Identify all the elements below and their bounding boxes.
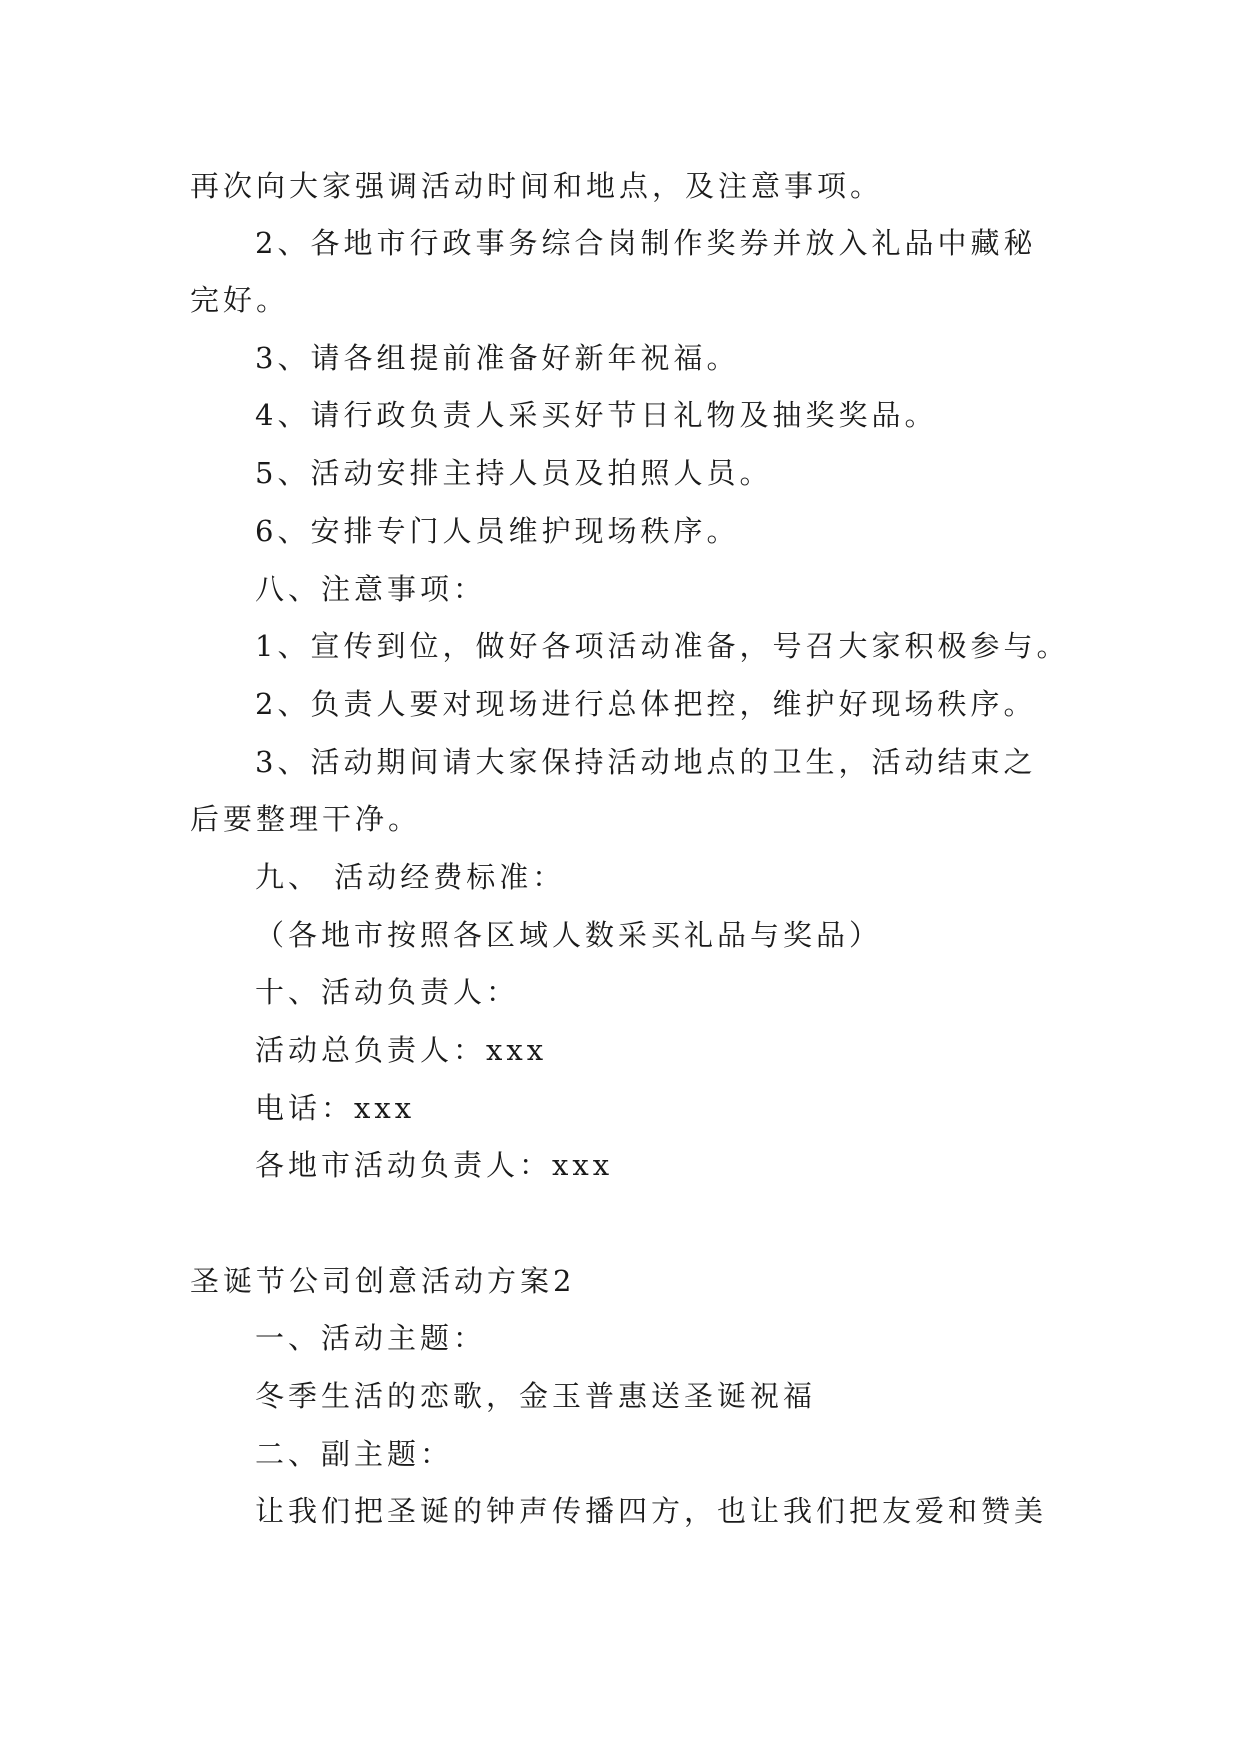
- text-line-7: 6、安排专门人员维护现场秩序。: [255, 514, 740, 548]
- text-line-14: （各地市按照各区域人数采买礼品与奖品）: [255, 918, 883, 952]
- section-heading-budget: 九、 活动经费标准：: [255, 860, 566, 894]
- text-line-9: 1、宣传到位，做好各项活动准备，号召大家积极参与。: [255, 629, 1070, 663]
- text-line-21: 冬季生活的恋歌，金玉普惠送圣诞祝福: [255, 1379, 817, 1413]
- section-heading-theme: 一、活动主题：: [255, 1321, 487, 1355]
- text-line-3: 完好。: [190, 283, 290, 317]
- document-title: 圣诞节公司创意活动方案2: [190, 1264, 576, 1298]
- section-heading-subtheme: 二、副主题：: [255, 1437, 454, 1471]
- text-line-2: 2、各地市行政事务综合岗制作奖券并放入礼品中藏秘: [255, 226, 1037, 260]
- text-line-17: 电话：xxx: [255, 1091, 416, 1125]
- text-line-4: 3、请各组提前准备好新年祝福。: [255, 341, 740, 375]
- text-line-12: 后要整理干净。: [190, 802, 422, 836]
- text-line-6: 5、活动安排主持人员及拍照人员。: [255, 456, 773, 490]
- text-line-18: 各地市活动负责人：xxx: [255, 1148, 614, 1182]
- text-line-16: 活动总负责人：xxx: [255, 1033, 548, 1067]
- section-heading-notes: 八、注意事项：: [255, 572, 487, 606]
- section-heading-responsible: 十、活动负责人：: [255, 975, 520, 1009]
- text-line-23: 让我们把圣诞的钟声传播四方，也让我们把友爱和赞美: [255, 1494, 1048, 1528]
- text-line-10: 2、负责人要对现场进行总体把控，维护好现场秩序。: [255, 687, 1037, 721]
- text-line-1: 再次向大家强调活动时间和地点，及注意事项。: [190, 169, 884, 203]
- text-line-11: 3、活动期间请大家保持活动地点的卫生，活动结束之: [255, 745, 1037, 779]
- text-line-5: 4、请行政负责人采买好节日礼物及抽奖奖品。: [255, 398, 938, 432]
